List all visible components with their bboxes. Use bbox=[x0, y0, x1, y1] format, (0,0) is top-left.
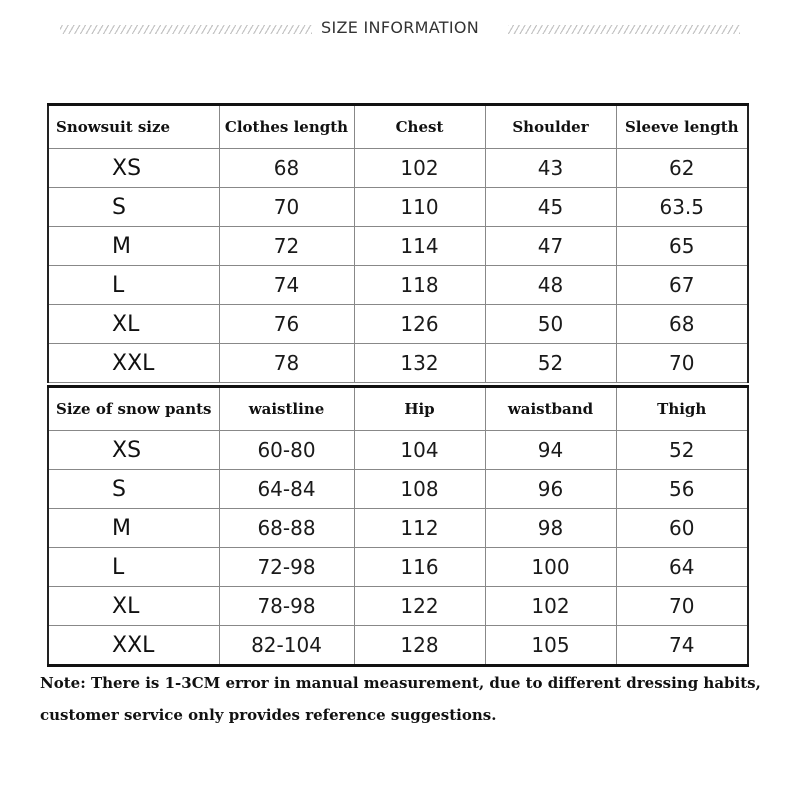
table-header-cell: Sleeve length bbox=[616, 105, 748, 149]
size-label-cell: L bbox=[48, 548, 219, 587]
table-cell: 114 bbox=[354, 227, 485, 266]
size-label-cell: XL bbox=[48, 587, 219, 626]
table-cell: 60 bbox=[616, 509, 748, 548]
table-cell: 128 bbox=[354, 626, 485, 666]
table-header-cell: Chest bbox=[354, 105, 485, 149]
table-cell: 64 bbox=[616, 548, 748, 587]
header-left-hatch-decoration bbox=[60, 25, 312, 34]
table-row bbox=[48, 149, 748, 188]
table-cell: 68 bbox=[219, 149, 354, 188]
size-label-cell: L bbox=[48, 266, 219, 305]
table-header-cell: Hip bbox=[354, 387, 485, 431]
table-cell: 47 bbox=[485, 227, 616, 266]
measurement-note-line-2: customer service only provides reference suggestions. bbox=[40, 706, 497, 724]
table-header-cell: waistline bbox=[219, 387, 354, 431]
table-cell: 62 bbox=[616, 149, 748, 188]
table-cell: 72-98 bbox=[219, 548, 354, 587]
table-header-cell: Size of snow pants bbox=[48, 387, 219, 431]
measurement-note-line-1: Note: There is 1-3CM error in manual measurement, due to different dressing habits, bbox=[40, 674, 761, 692]
table-cell: 72 bbox=[219, 227, 354, 266]
table-cell: 102 bbox=[485, 587, 616, 626]
snow-pants-header-row bbox=[48, 387, 748, 431]
table-header-cell: Snowsuit size bbox=[48, 105, 219, 149]
size-label-cell: XL bbox=[48, 305, 219, 344]
table-cell: 112 bbox=[354, 509, 485, 548]
table-row bbox=[48, 344, 748, 383]
table-cell: 74 bbox=[616, 626, 748, 666]
table-cell: 67 bbox=[616, 266, 748, 305]
table-cell: 63.5 bbox=[616, 188, 748, 227]
table-cell: 126 bbox=[354, 305, 485, 344]
table-cell: 60-80 bbox=[219, 431, 354, 470]
table-header-cell: Shoulder bbox=[485, 105, 616, 149]
table-cell: 76 bbox=[219, 305, 354, 344]
table-cell: 105 bbox=[485, 626, 616, 666]
table-cell: 118 bbox=[354, 266, 485, 305]
table-cell: 104 bbox=[354, 431, 485, 470]
table-cell: 102 bbox=[354, 149, 485, 188]
table-cell: 78 bbox=[219, 344, 354, 383]
size-label-cell: XXL bbox=[48, 626, 219, 666]
table-cell: 52 bbox=[485, 344, 616, 383]
size-label-cell: S bbox=[48, 188, 219, 227]
section-header bbox=[0, 14, 800, 44]
table-cell: 56 bbox=[616, 470, 748, 509]
table-cell: 82-104 bbox=[219, 626, 354, 666]
table-cell: 48 bbox=[485, 266, 616, 305]
table-row bbox=[48, 626, 748, 666]
table-cell: 96 bbox=[485, 470, 616, 509]
size-label-cell: M bbox=[48, 227, 219, 266]
table-row bbox=[48, 431, 748, 470]
table-cell: 52 bbox=[616, 431, 748, 470]
table-row bbox=[48, 227, 748, 266]
table-cell: 74 bbox=[219, 266, 354, 305]
snow-pants-table-body bbox=[48, 387, 748, 666]
table-cell: 78-98 bbox=[219, 587, 354, 626]
size-label-cell: S bbox=[48, 470, 219, 509]
table-cell: 70 bbox=[616, 344, 748, 383]
table-header-cell: Clothes length bbox=[219, 105, 354, 149]
table-header-cell: Thigh bbox=[616, 387, 748, 431]
size-label-cell: XS bbox=[48, 431, 219, 470]
header-right-hatch-decoration bbox=[508, 25, 740, 34]
table-row bbox=[48, 509, 748, 548]
table-row bbox=[48, 548, 748, 587]
table-cell: 64-84 bbox=[219, 470, 354, 509]
size-label-cell: XXL bbox=[48, 344, 219, 383]
size-label-cell: M bbox=[48, 509, 219, 548]
table-row bbox=[48, 305, 748, 344]
snowsuit-size-table bbox=[47, 103, 749, 383]
table-cell: 122 bbox=[354, 587, 485, 626]
table-cell: 70 bbox=[616, 587, 748, 626]
table-cell: 65 bbox=[616, 227, 748, 266]
table-row bbox=[48, 587, 748, 626]
table-cell: 70 bbox=[219, 188, 354, 227]
table-cell: 43 bbox=[485, 149, 616, 188]
table-cell: 50 bbox=[485, 305, 616, 344]
snow-pants-size-table bbox=[47, 385, 749, 667]
page-title: SIZE INFORMATION bbox=[321, 18, 479, 37]
size-label-cell: XS bbox=[48, 149, 219, 188]
table-cell: 116 bbox=[354, 548, 485, 587]
table-cell: 108 bbox=[354, 470, 485, 509]
table-row bbox=[48, 470, 748, 509]
snowsuit-table-body bbox=[48, 105, 748, 383]
table-row bbox=[48, 188, 748, 227]
table-cell: 132 bbox=[354, 344, 485, 383]
table-cell: 68 bbox=[616, 305, 748, 344]
table-cell: 68-88 bbox=[219, 509, 354, 548]
table-cell: 100 bbox=[485, 548, 616, 587]
table-header-cell: waistband bbox=[485, 387, 616, 431]
snowsuit-header-row bbox=[48, 105, 748, 149]
table-row bbox=[48, 266, 748, 305]
table-cell: 94 bbox=[485, 431, 616, 470]
table-cell: 45 bbox=[485, 188, 616, 227]
table-cell: 98 bbox=[485, 509, 616, 548]
table-cell: 110 bbox=[354, 188, 485, 227]
